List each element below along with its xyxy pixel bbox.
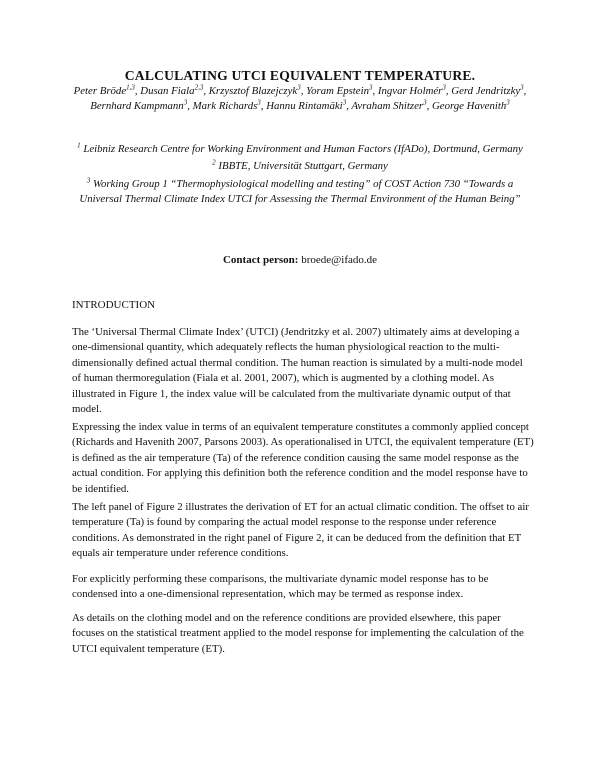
author: Yoram Epstein$^3$, xyxy=(306,83,378,97)
paragraph: Expressing the index value in terms of an equivalent temperature constitutes a commonly applied concept (Richards and Havenith 2007, Parsons 2003). As operationalised in UTCI, the equivalent temperature (ET) is defined as the air temperature (Ta) of the reference condition causing the same model response as the actual condition. For applying this definition both the reference condition and the model response have to be identified. xyxy=(72,421,534,495)
affiliation: $^1$ Leibniz Research Centre for Working Environment and Human Factors (IfADo), Dortmund, Germany xyxy=(77,141,523,155)
section-heading: INTRODUCTION xyxy=(72,299,156,311)
author: Mark Richards$^3$, xyxy=(192,98,267,113)
paragraph: The left panel of Figure 2 illustrates the derivation of ET for an actual climatic condition. The offset to air temperature (Ta) is found by comparing the actual model response to the response under reference conditions. As demonstrated in the right panel of Figure 2, it can be deduced from the definition that ET equals air temperature under reference conditions. xyxy=(72,501,529,560)
paper-title: CALCULATING UTCI EQUIVALENT TEMPERATURE. xyxy=(124,68,476,83)
paragraph: For explicitly performing these comparisons, the multivariate dynamic model response has to be condensed into a one-dimensional representation, which may be termed as response index. xyxy=(72,573,489,601)
author: Krzysztof Blazejczyk$^3$, xyxy=(208,83,307,97)
author: Ingvar Holmér$^3$, xyxy=(377,83,452,97)
contact-line xyxy=(0,254,600,266)
contact-label: Contact person: xyxy=(222,254,299,266)
paragraph: The ‘Universal Thermal Climate Index’ (UTCI) (Jendritzky et al. 2007) ultimately aims at developing a one-dimensional quantity, which adequately reflects the human physiological reaction to the multi-dimensionally defined actual thermal condition. The human reaction is simulated by a multi-node model of human thermoregulation (Fiala et al. 2001, 2007), which is augmented by a clothing model. As illustrated in Figure 1, the index value will be calculated from the multivariate dynamic output of that model. xyxy=(72,326,523,416)
author: Avraham Shitzer$^3$, xyxy=(351,98,432,113)
author: Dusan Fiala$^{2,3}$, xyxy=(140,83,209,97)
author-list xyxy=(72,84,528,115)
affiliation-list xyxy=(72,142,528,210)
author: Gerd Jendritzky$^3$, xyxy=(451,83,527,97)
affiliation: $^2$ IBBTE, Universität Stuttgart, Germany xyxy=(212,158,388,173)
contact-email: broede@ifado.de xyxy=(301,254,377,266)
author: Bernhard Kampmann$^3$, xyxy=(90,98,193,113)
author: Hannu Rintamäki$^3$, xyxy=(266,98,352,113)
affiliation: $^3$ Working Group 1 “Thermophysiological modelling and testing” of COST Action 730 “Towards a Universal Thermal Climate Index UTCI for Assessing the Thermal Environment of the Human Being” xyxy=(79,176,521,206)
author: George Havenith$^3$ xyxy=(432,98,510,113)
paragraph: As details on the clothing model and on the reference conditions are provided elsewhere, this paper focuses on the statistical treatment applied to the model response for implementing the calculation of the UTCI equivalent temperature (ET). xyxy=(72,612,524,655)
author: Peter Bröde$^{1,3}$, xyxy=(73,83,141,97)
